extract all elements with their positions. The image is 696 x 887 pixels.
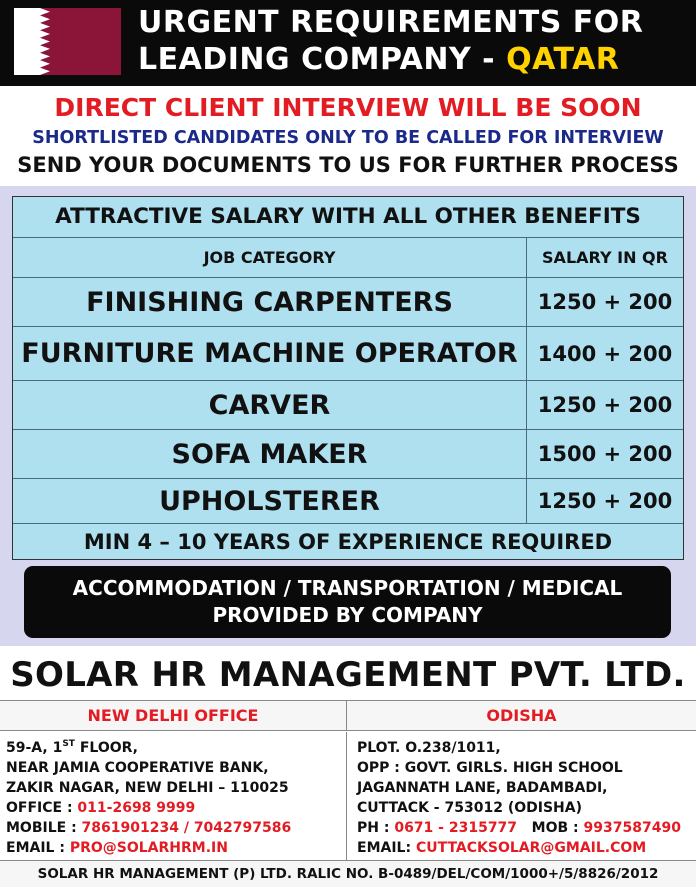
title-line-2 [138,41,688,78]
odisha-address-line-4: CUTTACK - 753012 (ODISHA) [357,800,582,816]
job-salary: 1250 + 200 [537,393,673,417]
experience-requirement: MIN 4 – 10 YEARS OF EXPERIENCE REQUIRED [83,530,613,554]
mobile-label: MOBILE : [6,820,82,836]
email-label: EMAIL : [6,840,70,856]
delhi-office-heading: NEW DELHI OFFICE [0,701,347,731]
table-row [13,380,683,429]
title-country: QATAR [506,42,620,77]
job-title: FURNITURE MACHINE OPERATOR [13,327,527,380]
odisha-office-heading: ODISHA [347,701,696,731]
column-header-job: JOB CATEGORY [13,238,527,277]
job-title: SOFA MAKER [13,430,527,478]
phone-value: 0671 - 2315777 [394,820,518,836]
qatar-flag-icon [14,8,121,75]
job-salary: 1250 + 200 [537,489,673,513]
odisha-email [357,838,696,858]
office-phone-value: 011-2698 9999 [77,800,196,816]
documents-notice: SEND YOUR DOCUMENTS TO US FOR FURTHER PROCESS [17,153,679,177]
benefits-box [24,566,671,638]
odisha-office-details [347,732,696,861]
mobile-value: 9937587490 [583,820,681,836]
offices-section [0,700,696,860]
address-text: FLOOR, [74,740,138,756]
email-label: EMAIL: [357,840,416,856]
intro-section [0,86,696,186]
title-line-1: URGENT REQUIREMENTS FOR [138,5,644,40]
interview-notice: DIRECT CLIENT INTERVIEW WILL BE SOON [54,93,642,122]
benefits-line-2: PROVIDED BY COMPANY [212,603,483,627]
salary-banner: ATTRACTIVE SALARY WITH ALL OTHER BENEFITS [55,204,641,229]
company-name: SOLAR HR MANAGEMENT PVT. LTD. [0,650,696,700]
table-row [13,478,683,523]
office-phone-label: OFFICE : [6,800,78,816]
delhi-address-line-1 [6,738,346,758]
delhi-email [6,838,346,858]
delhi-address-line-2: NEAR JAMIA COOPERATIVE BANK, [6,760,269,776]
table-row [13,326,683,380]
experience-row [13,523,683,559]
job-salary: 1250 + 200 [537,290,673,314]
mobile-value: 7861901234 / 7042797586 [81,820,292,836]
job-title: CARVER [13,381,527,429]
ordinal-suffix: ST [62,739,75,749]
table-row [13,429,683,478]
job-title: UPHOLSTERER [13,479,527,523]
mobile-label: MOB : [517,820,584,836]
delhi-office-details [0,732,347,861]
license-footer: SOLAR HR MANAGEMENT (P) LTD. RALIC NO. B-0489/DEL/COM/1000+/5/8826/2012 [0,860,696,887]
table-header-row [13,237,683,277]
odisha-address-line-2: OPP : GOVT. GIRLS. HIGH SCHOOL [357,760,623,776]
job-salary: 1400 + 200 [537,341,673,366]
odisha-phones [357,818,696,838]
title-line-2-prefix: LEADING COMPANY - [138,42,507,77]
odisha-address-line-3: JAGANNATH LANE, BADAMBADI, [357,780,608,796]
phone-label: PH : [357,820,395,836]
delhi-mobile [6,818,346,838]
odisha-address-line-1: PLOT. O.238/1011, [357,740,501,756]
address-text: 59-A, 1 [6,740,63,756]
delhi-office-phone [6,798,346,818]
email-value: CUTTACKSOLAR@GMAIL.COM [415,840,647,856]
column-header-salary: SALARY IN QR [542,248,668,267]
shortlist-notice: SHORTLISTED CANDIDATES ONLY TO BE CALLED FOR INTERVIEW [32,128,664,148]
table-row [13,277,683,326]
page-title [138,4,688,78]
job-title: FINISHING CARPENTERS [13,278,527,326]
header-banner [0,0,696,86]
delhi-address-line-3: ZAKIR NAGAR, NEW DELHI – 110025 [6,780,289,796]
email-value: PRO@SOLARHRM.IN [69,840,228,856]
jobs-table [12,196,684,560]
job-salary: 1500 + 200 [537,442,673,466]
benefits-line-1: ACCOMMODATION / TRANSPORTATION / MEDICAL [72,576,623,600]
